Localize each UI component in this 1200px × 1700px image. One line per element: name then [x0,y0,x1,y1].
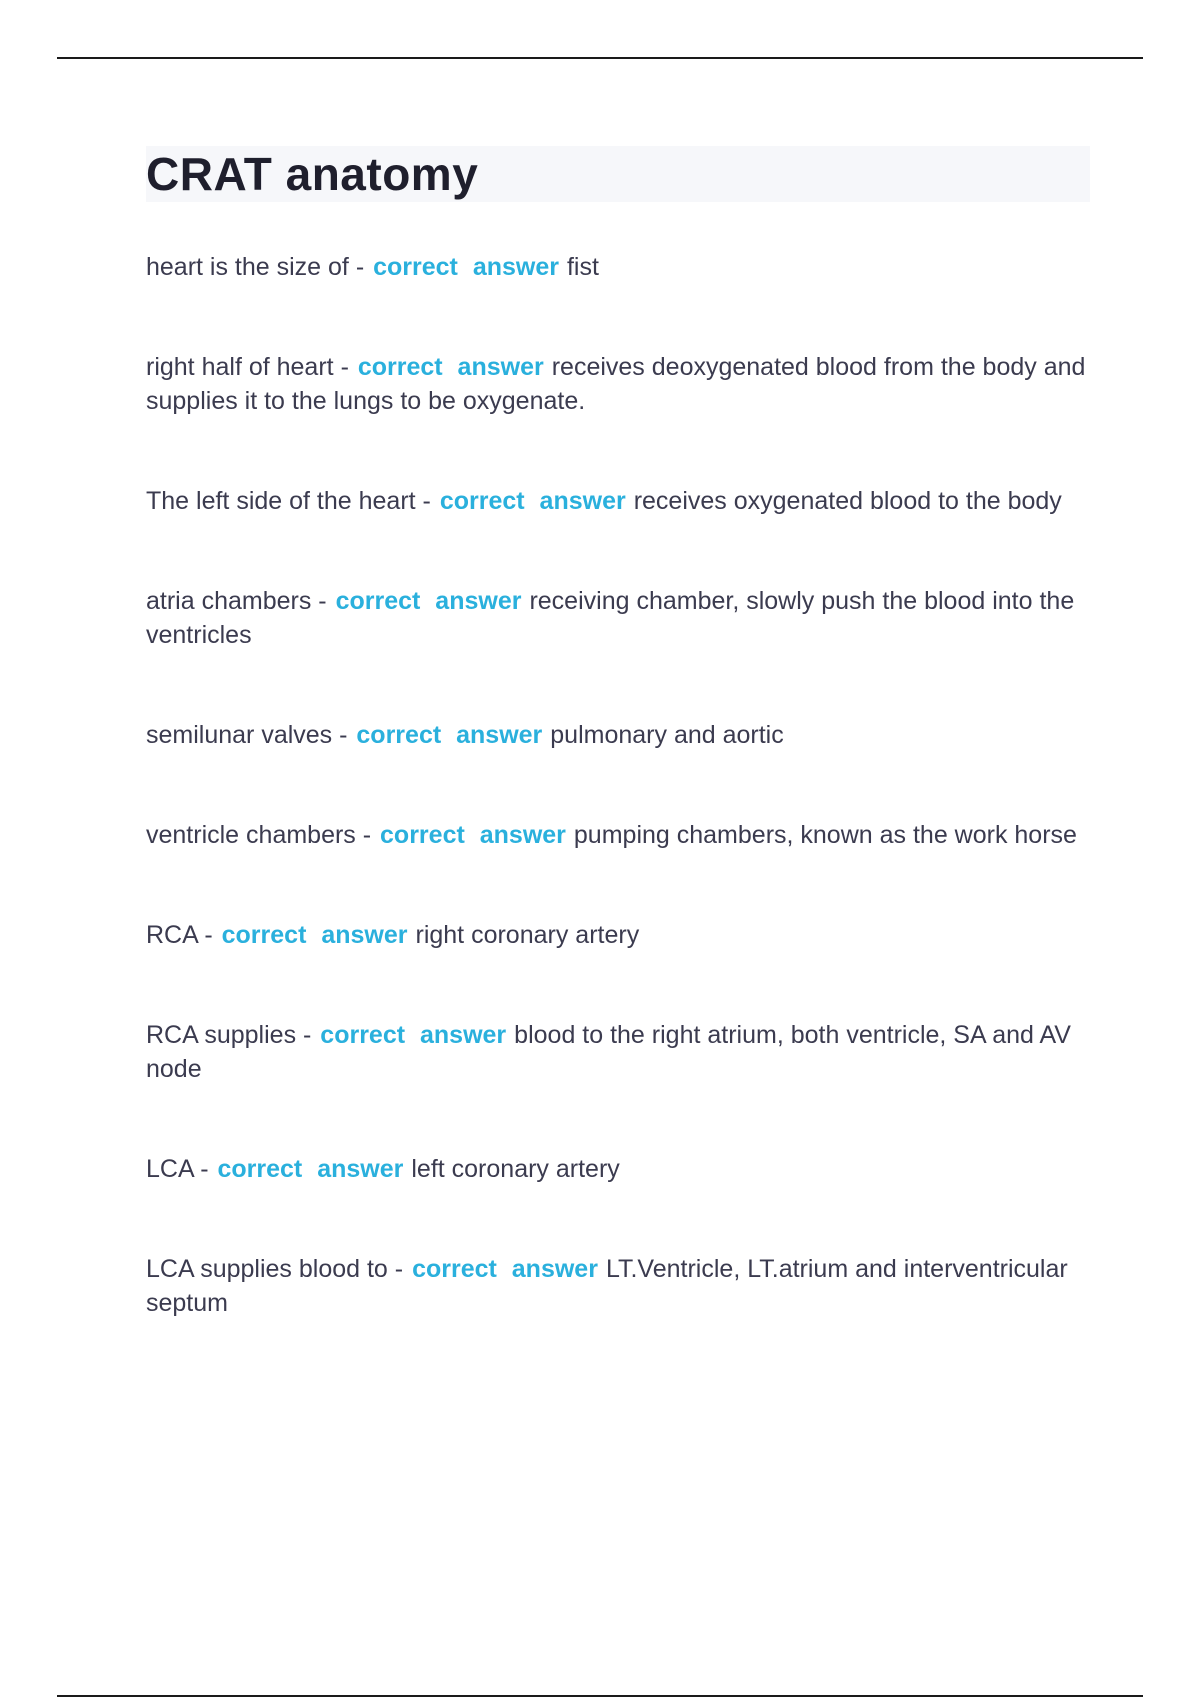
correct-answer-marker: correct answer [357,353,544,381]
qa-term: LCA [146,1155,194,1183]
correct-answer-marker: correct answer [412,1255,598,1283]
qa-answer: receives deoxygenated blood from the body and supplies it to the lungs to be oxygenate. [146,353,1086,415]
qa-answer: pumping chambers, known as the work horse [573,821,1077,849]
correct-answer-marker: correct answer [373,253,559,281]
qa-separator: - [333,353,356,381]
qa-item [146,350,1090,418]
qa-separator: - [332,721,355,749]
qa-separator: - [387,1255,411,1283]
top-rule [57,57,1143,59]
qa-term: atria chambers [146,587,312,615]
qa-item [146,1252,1090,1320]
correct-answer-marker: correct answer [335,587,522,615]
qa-answer: LT.Ventricle, LT.atrium and interventricular septum [146,1255,1068,1317]
qa-item [146,1018,1090,1086]
correct-answer-marker: correct answer [439,487,626,515]
bottom-rule [57,1695,1143,1697]
correct-answer-marker: correct answer [320,1021,507,1049]
qa-answer: pulmonary and aortic [550,721,784,749]
correct-answer-marker: correct answer [380,821,566,849]
qa-answer: left coronary artery [411,1155,620,1183]
qa-separator: - [355,821,379,849]
qa-term: right half of heart [146,353,334,381]
qa-item [146,1152,1090,1186]
qa-item [146,918,1090,952]
qa-separator: - [348,253,372,281]
qa-separator: - [296,1021,319,1049]
qa-item [146,718,1090,752]
qa-term: heart is the size of [146,253,349,281]
qa-term: RCA supplies [146,1021,297,1049]
qa-term: LCA supplies blood to [146,1255,388,1283]
qa-item [146,484,1090,518]
qa-answer: blood to the right atrium, both ventricle, SA and AV node [146,1021,1071,1083]
correct-answer-marker: correct answer [221,921,408,949]
qa-separator: - [415,487,438,515]
qa-separator: - [311,587,334,615]
qa-answer: right coronary artery [415,921,640,949]
correct-answer-marker: correct answer [217,1155,404,1183]
qa-separator: - [193,1155,216,1183]
qa-term: semilunar valves [146,721,333,749]
correct-answer-marker: correct answer [356,721,543,749]
qa-term: RCA [146,921,198,949]
qa-item [146,584,1090,652]
qa-term: The left side of the heart [146,487,416,515]
qa-answer: fist [566,253,599,281]
qa-item [146,818,1090,852]
qa-answer: receiving chamber, slowly push the blood into the ventricles [146,587,1075,649]
title-bar [146,146,1090,202]
page-title: CRAT anatomy [146,148,479,200]
qa-term: ventricle chambers [146,821,356,849]
qa-item [146,250,1090,284]
qa-separator: - [197,921,220,949]
document-body [146,146,1090,1386]
qa-answer: receives oxygenated blood to the body [633,487,1062,515]
